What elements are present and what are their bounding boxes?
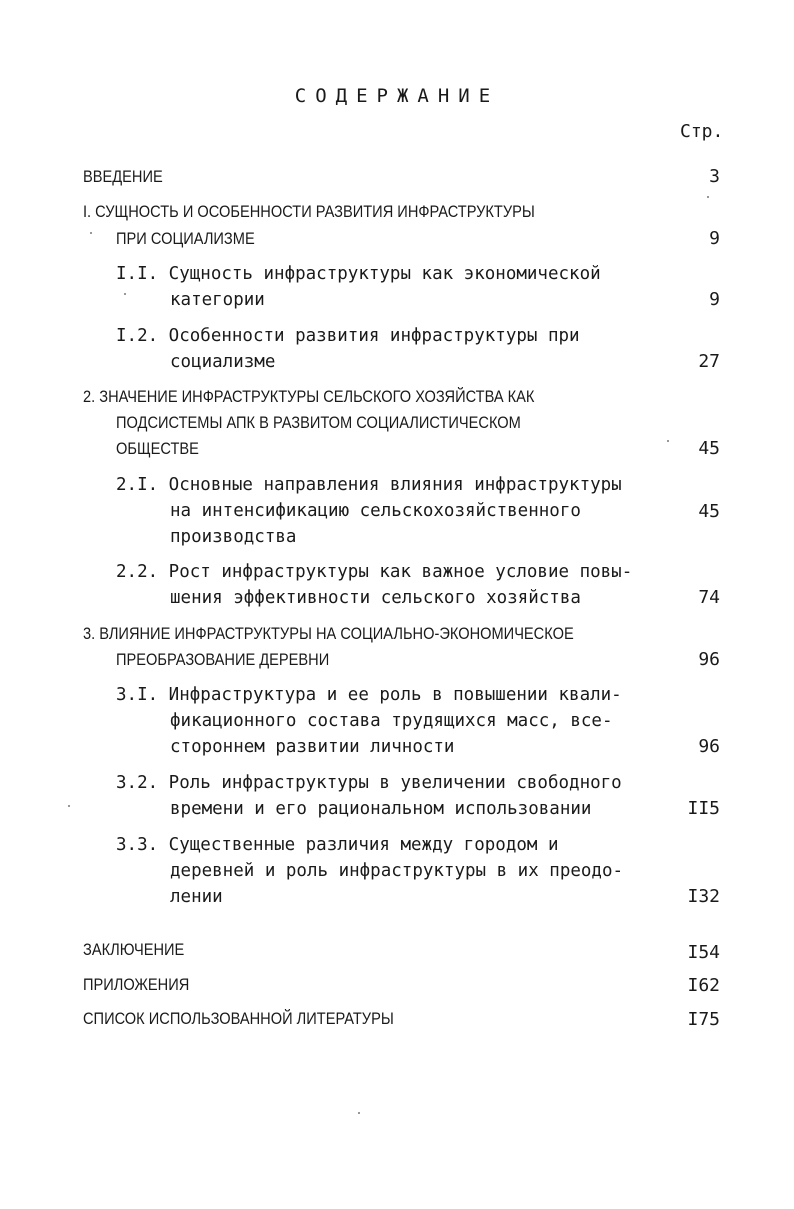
- toc-entry-text: производства: [170, 527, 297, 547]
- toc-entry-text: 3.3. Существенные различия между городом и: [116, 835, 559, 855]
- toc-entry-text: 2. ЗНАЧЕНИЕ ИНФРАСТРУКТУРЫ СЕЛЬСКОГО ХОЗЯЙСТВА КАК: [83, 387, 535, 406]
- toc-page-number: 9: [709, 228, 720, 249]
- toc-entry-text: ОБЩЕСТВЕ: [116, 439, 199, 458]
- toc-entry-text: ПРИ СОЦИАЛИЗМЕ: [116, 229, 255, 248]
- toc-entry-text: фикационного состава трудящихся масс, все-: [170, 711, 613, 731]
- toc-entry-text: ЗАКЛЮЧЕНИЕ: [83, 940, 185, 959]
- toc-entry-text: I.2. Особенности развития инфраструктуры при: [116, 326, 580, 346]
- toc-page-number: 74: [698, 587, 720, 608]
- scan-speck: [124, 293, 126, 295]
- toc-entry-text: ВВЕДЕНИЕ: [83, 167, 163, 186]
- toc-entry-text: I.I. Сущность инфраструктуры как экономической: [116, 264, 601, 284]
- scan-speck: [90, 232, 92, 234]
- toc-entry-text: времени и его рациональном использовании: [170, 799, 592, 819]
- toc-entry-text: на интенсификацию сельскохозяйственного: [170, 501, 581, 521]
- toc-entry-text: 3. ВЛИЯНИЕ ИНФРАСТРУКТУРЫ НА СОЦИАЛЬНО-ЭКОНОМИЧЕСКОЕ: [83, 624, 574, 643]
- toc-entry-text: СПИСОК ИСПОЛЬЗОВАННОЙ ЛИТЕРАТУРЫ: [83, 1009, 394, 1028]
- toc-page-number: I75: [687, 1009, 720, 1030]
- toc-page-number: 3: [709, 166, 720, 187]
- toc-page-number: 27: [698, 351, 720, 372]
- toc-page-number: I62: [687, 975, 720, 996]
- toc-page-number: 45: [698, 501, 720, 522]
- toc-entry-text: социализме: [170, 352, 276, 372]
- toc-entry-text: ПРЕОБРАЗОВАНИЕ ДЕРЕВНИ: [116, 650, 330, 669]
- toc-entry-text: лении: [170, 887, 223, 907]
- toc-entry-text: стороннем развитии личности: [170, 737, 455, 757]
- toc-entry-text: 2.2. Рост инфраструктуры как важное условие повы-: [116, 562, 633, 582]
- toc-entry-text: ПРИЛОЖЕНИЯ: [83, 975, 190, 994]
- toc-page-number: 45: [698, 438, 720, 459]
- toc-entry-text: категории: [170, 290, 265, 310]
- toc-page-number: 9: [709, 289, 720, 310]
- scan-speck: [667, 440, 669, 442]
- toc-entry-text: 2.I. Основные направления влияния инфраструктуры: [116, 475, 622, 495]
- toc-entry-text: ПОДСИСТЕМЫ АПК В РАЗВИТОМ СОЦИАЛИСТИЧЕСКОМ: [116, 413, 521, 432]
- toc-entry-text: шения эффективности сельского хозяйства: [170, 588, 581, 608]
- toc-page-number: I54: [687, 942, 720, 963]
- page-column-label: Стр.: [680, 121, 724, 142]
- toc-page-number: I32: [687, 886, 720, 907]
- toc-entry-text: I. СУЩНОСТЬ И ОСОБЕННОСТИ РАЗВИТИЯ ИНФРАСТРУКТУРЫ: [83, 202, 535, 221]
- scan-speck: [68, 805, 70, 807]
- toc-entry-text: 3.2. Роль инфраструктуры в увеличении свободного: [116, 773, 622, 793]
- toc-entry-text: 3.I. Инфраструктура и ее роль в повышении квали-: [116, 685, 622, 705]
- toc-page-number: 96: [698, 649, 720, 670]
- toc-entry-text: деревней и роль инфраструктуры в их преодо-: [170, 861, 624, 881]
- scan-speck: [358, 1112, 360, 1114]
- scan-speck: [707, 196, 709, 198]
- toc-page-number: 96: [698, 736, 720, 757]
- page-title: СОДЕРЖАНИЕ: [294, 85, 500, 107]
- toc-page-number: II5: [687, 798, 720, 819]
